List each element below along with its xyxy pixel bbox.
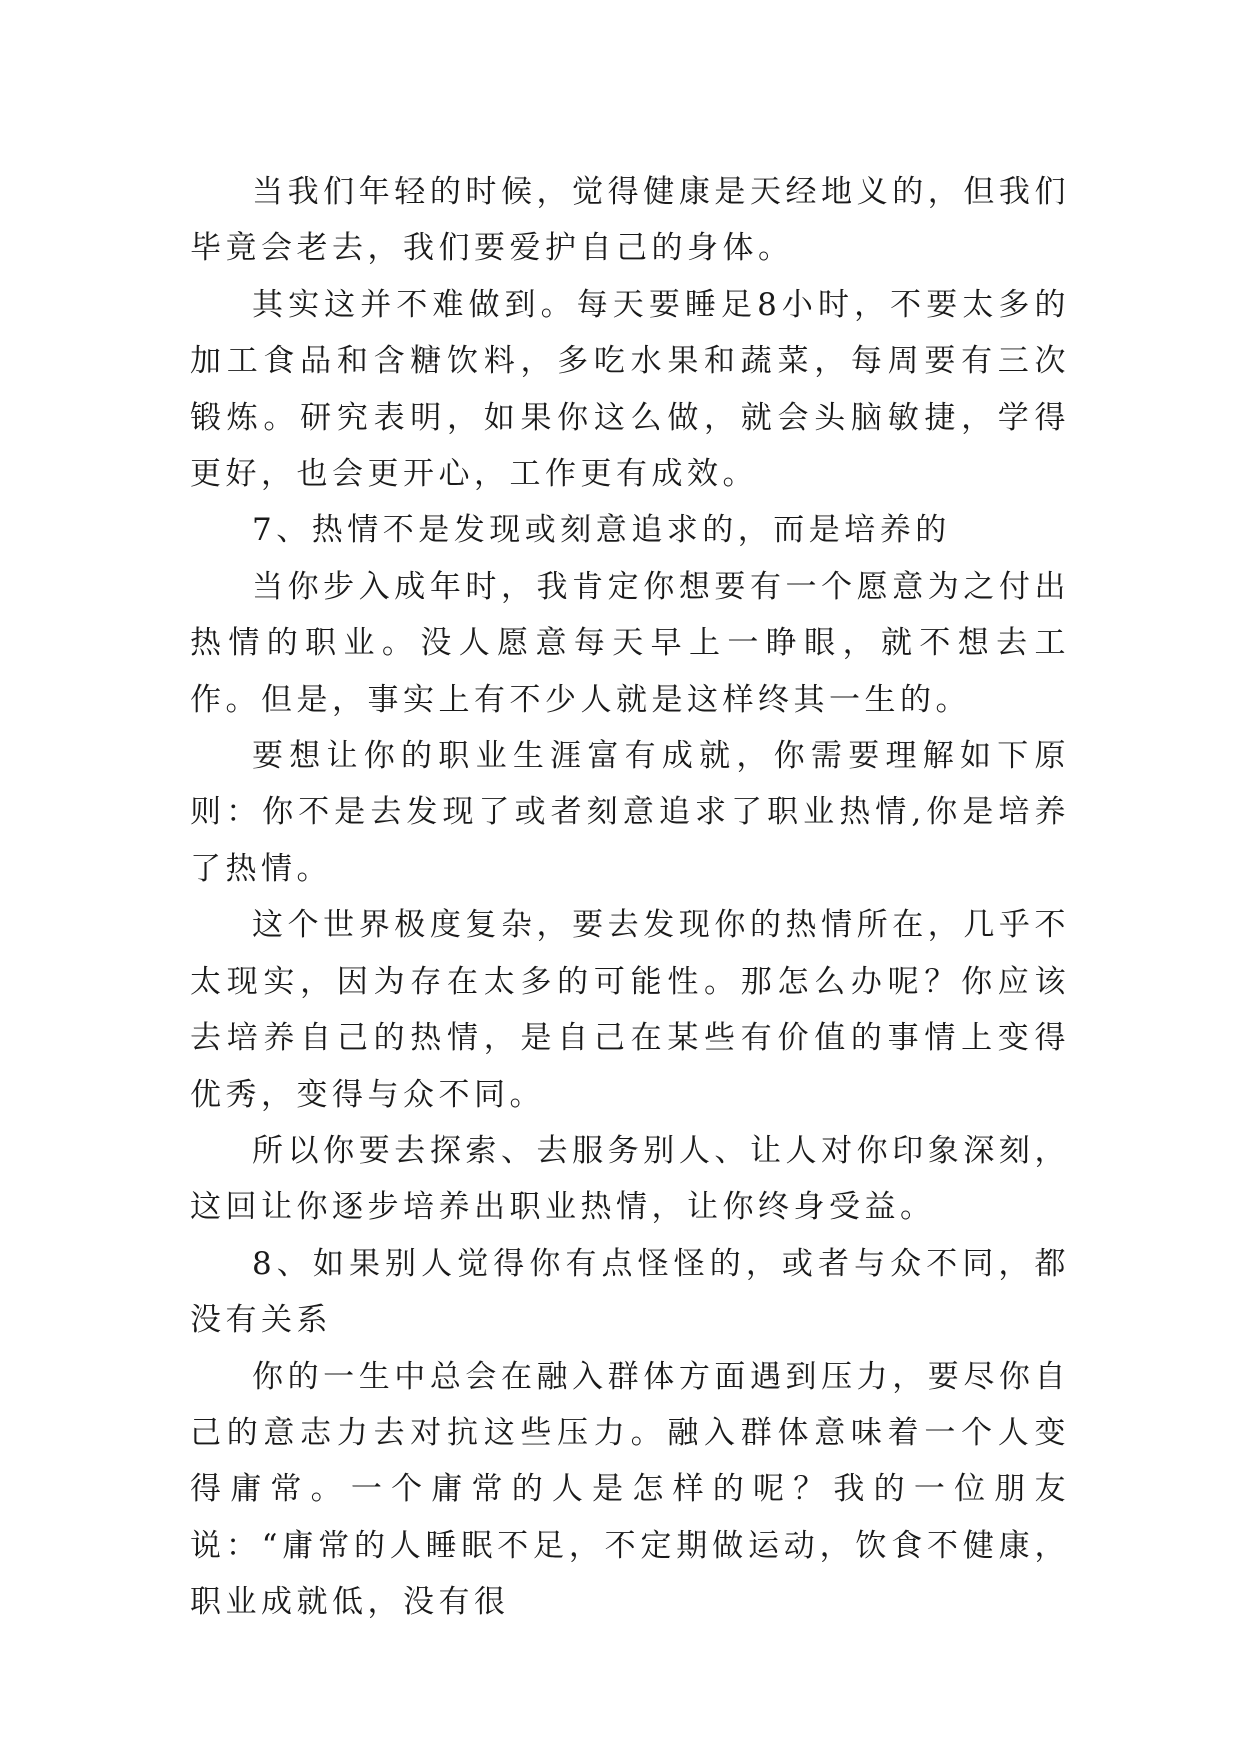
paragraph-passion-career: 当你步入成年时，我肯定你想要有一个愿意为之付出热情的职业。没人愿意每天早上一睁眼，就不想去工作。但是，事实上有不少人就是这样终其一生的。 (190, 568, 1070, 718)
section-heading-8: 8、如果别人觉得你有点怪怪的，或者与众不同，都没有关系 (190, 1245, 1070, 1339)
document-body (190, 164, 1070, 1631)
section-heading-7: 7、热情不是发现或刻意追求的，而是培养的 (252, 512, 951, 549)
paragraph-passion-principle: 要想让你的职业生涯富有成就，你需要理解如下原则：你不是去发现了或者刻意追求了职业热情,你是培养了热情。 (190, 738, 1070, 887)
paragraph-health-intro: 当我们年轻的时候，觉得健康是天经地义的，但我们毕竟会老去，我们要爱护自己的身体。 (190, 174, 1070, 267)
paragraph-cultivate-passion: 这个世界极度复杂，要去发现你的热情所在，几乎不太现实，因为存在太多的可能性。那怎么办呢？你应该去培养自己的热情，是自己在某些有价值的事情上变得优秀，变得与众不同。 (190, 907, 1070, 1113)
paragraph-health-tips: 其实这并不难做到。每天要睡足8小时，不要太多的加工食品和含糖饮料，多吃水果和蔬菜，每周要有三次锻炼。研究表明，如果你这么做，就会头脑敏捷，学得更好，也会更开心，工作更有成效。 (190, 286, 1070, 493)
paragraph-peer-pressure: 你的一生中总会在融入群体方面遇到压力，要尽你自己的意志力去对抗这些压力。融入群体意味着一个人变得庸常。一个庸常的人是怎样的呢？我的一位朋友说：“庸常的人睡眠不足，不定期做运动，饮食不健康，职业成就低，没有很 (190, 1358, 1070, 1621)
paragraph-explore-serve: 所以你要去探索、去服务别人、让人对你印象深刻，这回让你逐步培养出职业热情，让你终身受益。 (190, 1132, 1070, 1226)
